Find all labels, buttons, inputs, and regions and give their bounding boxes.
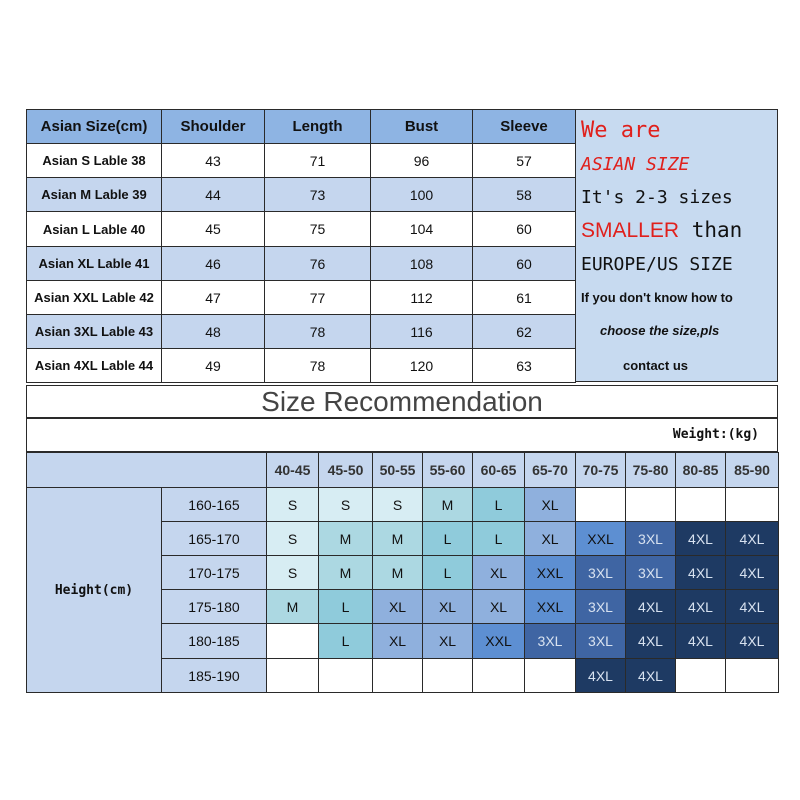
recommended-size-cell: 4XL bbox=[725, 589, 779, 624]
recommended-size-cell: 4XL bbox=[575, 658, 626, 693]
header-length: Length bbox=[264, 109, 371, 144]
recommended-size-cell: S bbox=[266, 555, 319, 590]
size-value-shoulder: 44 bbox=[161, 177, 265, 212]
size-value-length: 73 bbox=[264, 177, 371, 212]
weight-header-cell: 75-80 bbox=[625, 452, 676, 488]
note-line-choose: choose the size,pls bbox=[600, 323, 720, 338]
size-label-cell: Asian 3XL Lable 43 bbox=[26, 314, 162, 349]
recommended-size-cell: S bbox=[266, 521, 319, 556]
size-value-shoulder: 46 bbox=[161, 246, 265, 281]
size-value-sleeve: 57 bbox=[472, 143, 576, 178]
size-value-bust: 120 bbox=[370, 348, 473, 383]
recommended-size-cell: XL bbox=[524, 487, 576, 522]
header-shoulder: Shoulder bbox=[161, 109, 265, 144]
size-label-cell: Asian M Lable 39 bbox=[26, 177, 162, 212]
header-sleeve: Sleeve bbox=[472, 109, 576, 144]
recommended-size-cell: 4XL bbox=[625, 589, 676, 624]
weight-header-cell: 40-45 bbox=[266, 452, 319, 488]
note-line-asian-size: ASIAN SIZE bbox=[581, 154, 690, 175]
recommended-size-cell: L bbox=[318, 623, 373, 659]
recommended-size-cell: 3XL bbox=[575, 555, 626, 590]
weight-header-cell: 65-70 bbox=[524, 452, 576, 488]
asian-size-note bbox=[575, 109, 778, 382]
header-size: Asian Size(cm) bbox=[26, 109, 162, 144]
size-value-bust: 112 bbox=[370, 280, 473, 315]
height-range-cell: 180-185 bbox=[161, 623, 267, 659]
recommended-size-cell: 4XL bbox=[625, 623, 676, 659]
height-range-cell: 185-190 bbox=[161, 658, 267, 693]
recommended-size-cell: 4XL bbox=[725, 521, 779, 556]
size-value-shoulder: 45 bbox=[161, 211, 265, 247]
size-value-bust: 100 bbox=[370, 177, 473, 212]
recommended-size-cell: 4XL bbox=[725, 623, 779, 659]
height-label: Height(cm) bbox=[26, 487, 162, 693]
recommended-size-cell bbox=[524, 658, 576, 693]
size-value-sleeve: 60 bbox=[472, 246, 576, 281]
weight-header-cell: 45-50 bbox=[318, 452, 373, 488]
note-line-sizes: It's 2-3 sizes bbox=[581, 187, 733, 208]
size-label-cell: Asian S Lable 38 bbox=[26, 143, 162, 178]
recommended-size-cell: S bbox=[266, 487, 319, 522]
recommended-size-cell bbox=[725, 658, 779, 693]
recommended-size-cell bbox=[725, 487, 779, 522]
weight-header-blank bbox=[26, 452, 267, 488]
size-value-bust: 96 bbox=[370, 143, 473, 178]
note-line-europe: EUROPE/US SIZE bbox=[581, 254, 733, 275]
size-label-cell: Asian XXL Lable 42 bbox=[26, 280, 162, 315]
recommended-size-cell: S bbox=[372, 487, 423, 522]
height-range-cell: 160-165 bbox=[161, 487, 267, 522]
size-label-cell: Asian XL Lable 41 bbox=[26, 246, 162, 281]
recommended-size-cell bbox=[372, 658, 423, 693]
recommended-size-cell bbox=[675, 658, 726, 693]
recommended-size-cell: 3XL bbox=[524, 623, 576, 659]
recommended-size-cell: M bbox=[422, 487, 473, 522]
note-line-if-you: If you don't know how to bbox=[581, 290, 733, 305]
size-value-bust: 108 bbox=[370, 246, 473, 281]
recommended-size-cell: M bbox=[318, 521, 373, 556]
recommended-size-cell: 3XL bbox=[625, 555, 676, 590]
recommended-size-cell bbox=[472, 658, 525, 693]
recommended-size-cell bbox=[422, 658, 473, 693]
size-value-sleeve: 63 bbox=[472, 348, 576, 383]
size-value-shoulder: 43 bbox=[161, 143, 265, 178]
size-value-sleeve: 60 bbox=[472, 211, 576, 247]
recommended-size-cell: M bbox=[266, 589, 319, 624]
recommended-size-cell: XL bbox=[472, 555, 525, 590]
size-value-length: 76 bbox=[264, 246, 371, 281]
size-recommendation-title: Size Recommendation bbox=[26, 385, 778, 418]
size-value-sleeve: 58 bbox=[472, 177, 576, 212]
recommended-size-cell bbox=[625, 487, 676, 522]
recommended-size-cell: XL bbox=[422, 589, 473, 624]
size-value-length: 78 bbox=[264, 314, 371, 349]
recommended-size-cell bbox=[575, 487, 626, 522]
recommended-size-cell: 4XL bbox=[675, 623, 726, 659]
recommended-size-cell: 4XL bbox=[625, 658, 676, 693]
recommended-size-cell: XXL bbox=[575, 521, 626, 556]
recommended-size-cell bbox=[266, 623, 319, 659]
weight-label-row bbox=[26, 418, 778, 452]
recommended-size-cell: L bbox=[422, 555, 473, 590]
size-value-shoulder: 49 bbox=[161, 348, 265, 383]
recommended-size-cell: XL bbox=[372, 623, 423, 659]
recommended-size-cell: XL bbox=[524, 521, 576, 556]
size-value-sleeve: 61 bbox=[472, 280, 576, 315]
weight-header-cell: 55-60 bbox=[422, 452, 473, 488]
note-line-we-are: We are bbox=[581, 118, 661, 143]
weight-header-cell: 50-55 bbox=[372, 452, 423, 488]
recommended-size-cell bbox=[318, 658, 373, 693]
recommended-size-cell: 3XL bbox=[575, 623, 626, 659]
recommended-size-cell: M bbox=[318, 555, 373, 590]
size-value-shoulder: 47 bbox=[161, 280, 265, 315]
recommended-size-cell: 3XL bbox=[575, 589, 626, 624]
recommended-size-cell: L bbox=[472, 487, 525, 522]
recommended-size-cell: XL bbox=[422, 623, 473, 659]
height-range-cell: 165-170 bbox=[161, 521, 267, 556]
recommended-size-cell bbox=[675, 487, 726, 522]
recommended-size-cell: S bbox=[318, 487, 373, 522]
recommended-size-cell: M bbox=[372, 555, 423, 590]
note-line-contact: contact us bbox=[623, 358, 689, 373]
recommended-size-cell: 3XL bbox=[625, 521, 676, 556]
size-label-cell: Asian L Lable 40 bbox=[26, 211, 162, 247]
weight-header-cell: 80-85 bbox=[675, 452, 726, 488]
height-range-cell: 170-175 bbox=[161, 555, 267, 590]
recommended-size-cell: 4XL bbox=[675, 589, 726, 624]
recommended-size-cell: XL bbox=[372, 589, 423, 624]
weight-header-cell: 85-90 bbox=[725, 452, 779, 488]
size-value-bust: 104 bbox=[370, 211, 473, 247]
size-label-cell: Asian 4XL Lable 44 bbox=[26, 348, 162, 383]
recommended-size-cell: XXL bbox=[524, 589, 576, 624]
size-value-sleeve: 62 bbox=[472, 314, 576, 349]
size-value-bust: 116 bbox=[370, 314, 473, 349]
size-value-shoulder: 48 bbox=[161, 314, 265, 349]
header-bust: Bust bbox=[370, 109, 473, 144]
weight-label: Weight:(kg) bbox=[672, 427, 759, 442]
recommended-size-cell: 4XL bbox=[675, 521, 726, 556]
recommended-size-cell: XL bbox=[472, 589, 525, 624]
recommended-size-cell: XXL bbox=[472, 623, 525, 659]
recommended-size-cell: 4XL bbox=[725, 555, 779, 590]
size-value-length: 75 bbox=[264, 211, 371, 247]
recommended-size-cell: 4XL bbox=[675, 555, 726, 590]
recommended-size-cell: L bbox=[422, 521, 473, 556]
recommended-size-cell: XXL bbox=[524, 555, 576, 590]
recommended-size-cell bbox=[266, 658, 319, 693]
weight-header-cell: 60-65 bbox=[472, 452, 525, 488]
weight-header-cell: 70-75 bbox=[575, 452, 626, 488]
size-value-length: 77 bbox=[264, 280, 371, 315]
recommended-size-cell: L bbox=[472, 521, 525, 556]
recommended-size-cell: M bbox=[372, 521, 423, 556]
size-value-length: 78 bbox=[264, 348, 371, 383]
note-line-smaller: SMALLER than bbox=[581, 218, 743, 242]
size-value-length: 71 bbox=[264, 143, 371, 178]
recommended-size-cell: L bbox=[318, 589, 373, 624]
height-range-cell: 175-180 bbox=[161, 589, 267, 624]
